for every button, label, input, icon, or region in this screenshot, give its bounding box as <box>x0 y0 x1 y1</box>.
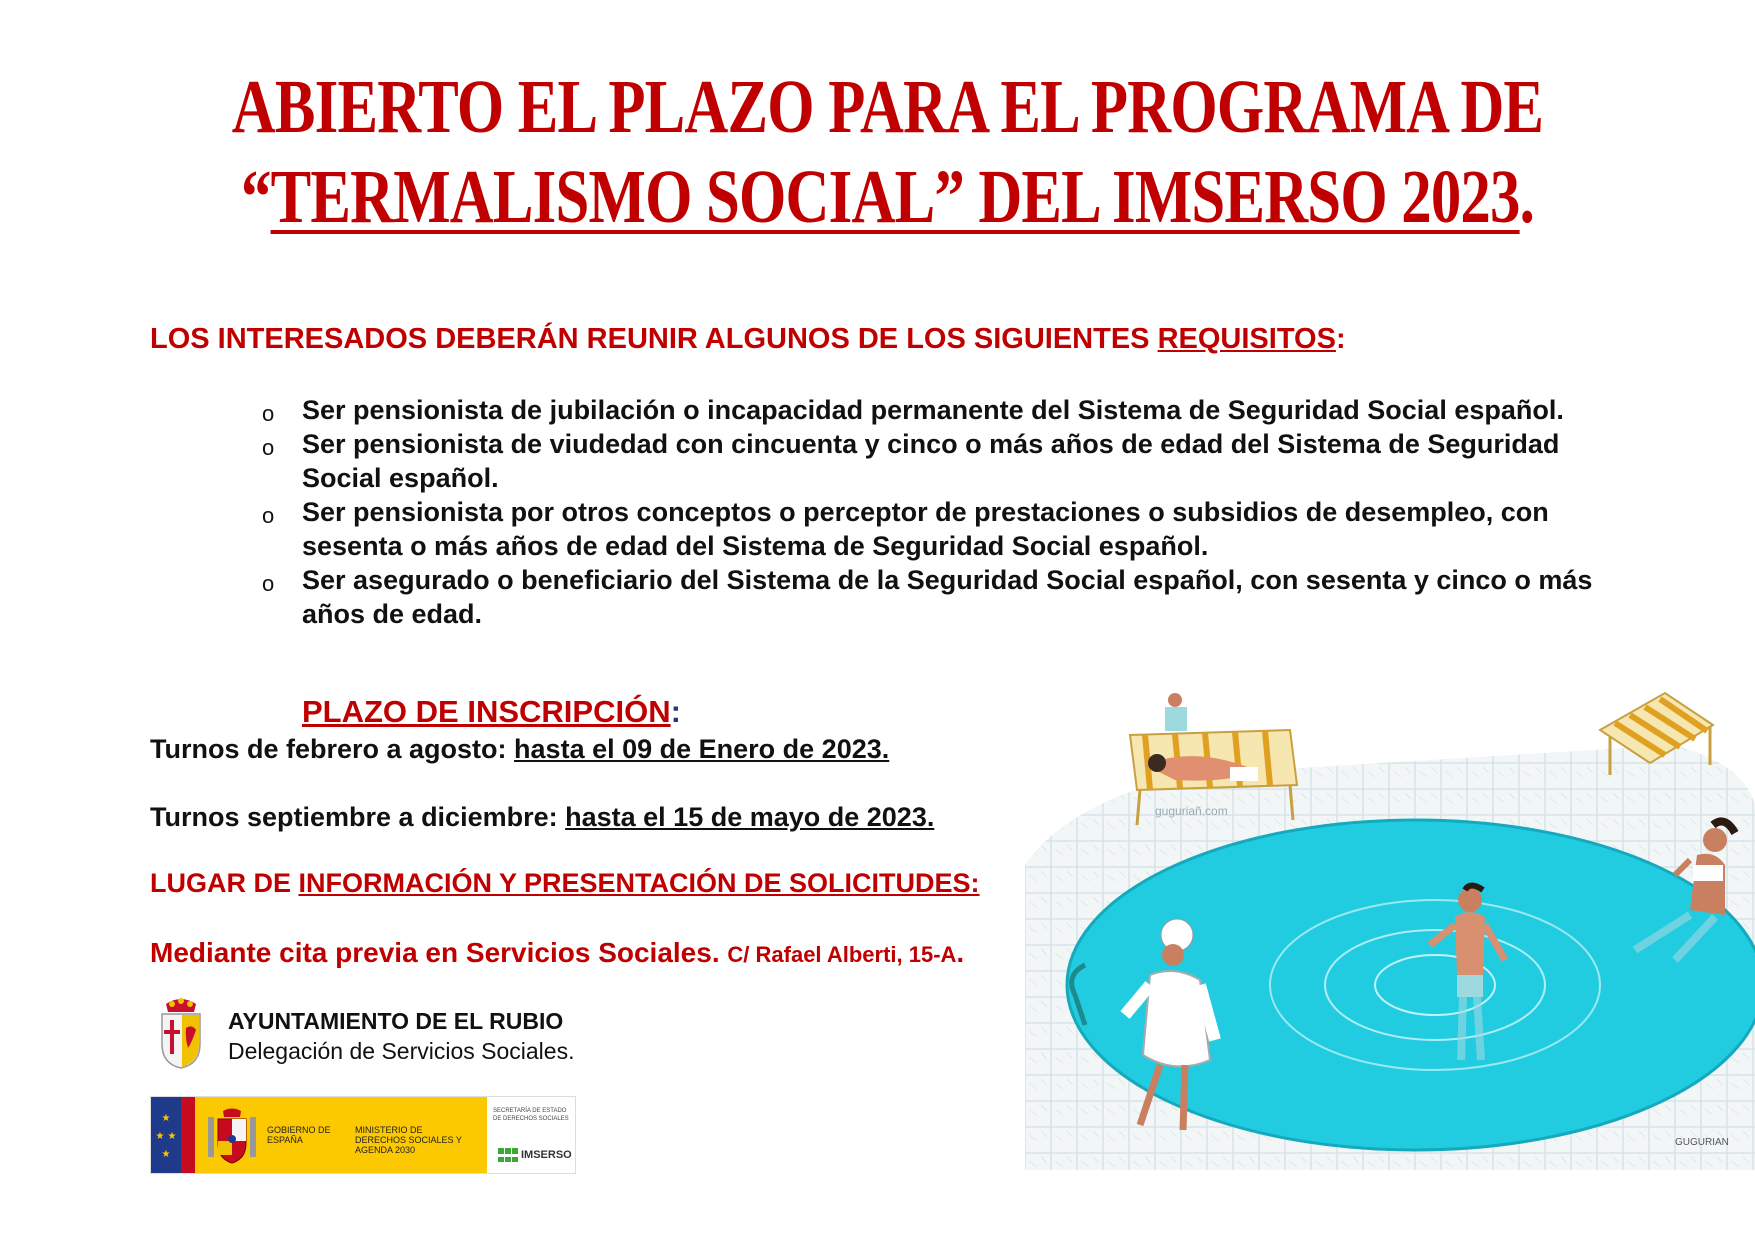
svg-text:★: ★ <box>161 1149 171 1160</box>
illustration-signature: GUGURIAN <box>1675 1137 1729 1148</box>
turno-feb-ago: Turnos de febrero a agosto: hasta el 09 de Enero de 2023. <box>150 734 890 764</box>
cita-previa: Mediante cita previa en Servicios Sociales. C/ Rafael Alberti, 15-A. <box>150 937 965 968</box>
imserso-text: IMSERSO <box>521 1149 572 1161</box>
bullet: o <box>262 435 275 460</box>
list-item: o Ser pensionista por otros conceptos o perceptor de prestaciones o subsidios de desempleo, con sesenta o más años de edad del Sistema de Seguridad Social español. <box>262 497 1549 561</box>
list-item: o Ser pensionista de jubilación o incapacidad permanente del Sistema de Seguridad Social español. <box>262 393 1632 427</box>
title-line-1: ABIERTO EL PLAZO PARA EL PROGRAMA DE <box>231 65 1544 149</box>
spain-flag-stripe <box>181 1097 195 1173</box>
title-line-2: “TERMALISMO SOCIAL” DEL IMSERSO 2023. <box>240 155 1535 239</box>
svg-text:★: ★ <box>155 1131 165 1142</box>
turno-sep-dic: Turnos septiembre a diciembre: hasta el 15 de mayo de 2023. <box>150 802 935 832</box>
svg-text:★: ★ <box>161 1113 171 1124</box>
government-logo <box>150 1096 576 1174</box>
bullet: o <box>262 401 275 426</box>
eu-stars-icon <box>151 1097 181 1173</box>
list-item: o Ser asegurado o beneficiario del Sistema de la Seguridad Social español, con sesenta y cinco o más años de edad. <box>262 565 1593 629</box>
page-title <box>178 62 1598 242</box>
coat-of-arms-icon <box>158 998 204 1070</box>
illustration-watermark: guguriañ.com <box>1155 804 1228 818</box>
spain-coat-of-arms-icon <box>203 1107 261 1165</box>
requirements-heading: LOS INTERESADOS DEBERÁN REUNIR ALGUNOS DE LOS SIGUIENTES REQUISITOS: <box>150 323 1346 355</box>
plazo-heading: PLAZO DE INSCRIPCIÓN: <box>302 694 681 729</box>
ayuntamiento-department: Delegación de Servicios Sociales. <box>228 1038 575 1064</box>
ayuntamiento-block <box>158 998 575 1075</box>
lugar-heading: LUGAR DE INFORMACIÓN Y PRESENTACIÓN DE SOLICITUDES: <box>150 868 980 898</box>
ayuntamiento-name: AYUNTAMIENTO DE EL RUBIO <box>228 1008 564 1034</box>
thermal-pool-illustration <box>1025 685 1755 1170</box>
eu-flag <box>151 1097 181 1173</box>
requirements-list <box>262 393 1632 631</box>
bullet: o <box>262 571 275 596</box>
list-item: o Ser pensionista de viudedad con cincuenta y cinco o más años de edad del Sistema de Seguridad Social español. <box>262 429 1560 493</box>
secretaria-text: SECRETARÍA DE ESTADO DE DERECHOS SOCIALES <box>493 1108 569 1122</box>
bullet: o <box>262 503 275 528</box>
gobierno-text: GOBIERNO DE ESPAÑA <box>267 1125 331 1145</box>
svg-text:★: ★ <box>167 1131 177 1142</box>
imserso-icon <box>497 1145 519 1165</box>
ministerio-text: MINISTERIO DE DERECHOS SOCIALES Y AGENDA 2030 <box>355 1125 462 1155</box>
